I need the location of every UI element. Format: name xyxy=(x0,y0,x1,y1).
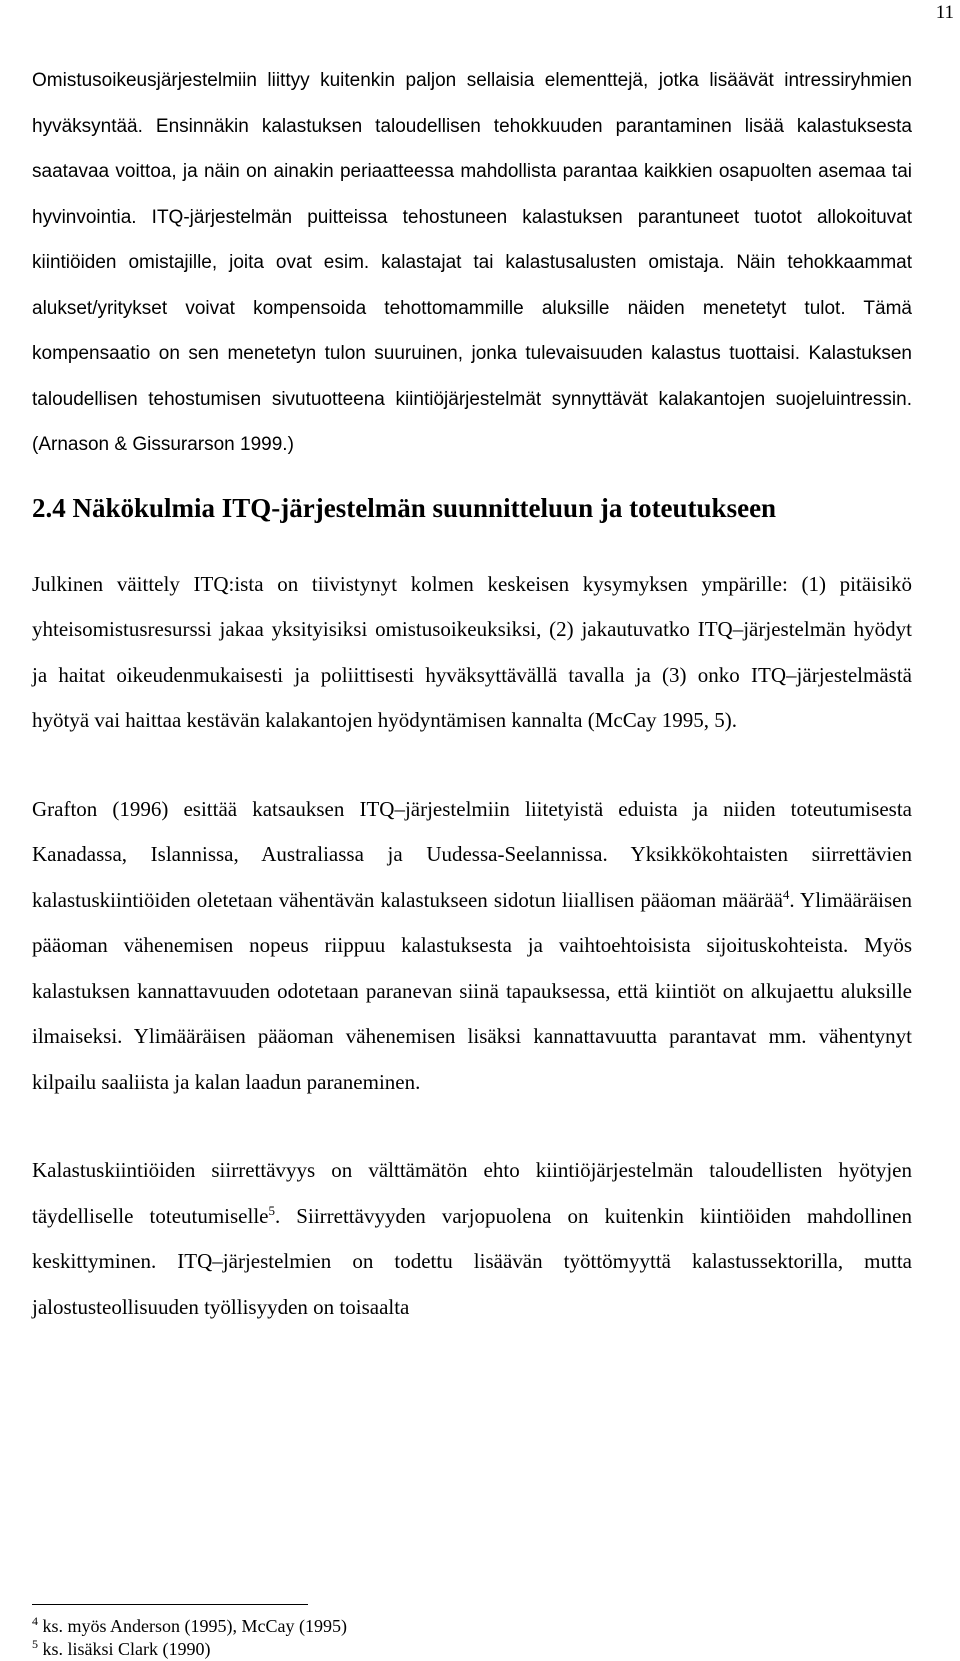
footnote-number: 5 xyxy=(32,1637,38,1651)
page-number: 11 xyxy=(935,2,954,23)
paragraph-text: . Ylimääräisen pääoman vähenemisen nopeus riippuu kalastuksesta ja vaihtoehtoisista sijoituskohteista. Myös kalastuksen kannattavuuden odotetaan paranevan siinä tapauksessa, että kiintiöt on alkujaettu aluksille ilmaiseksi. Ylimääräisen pääoman vähenemisen lisäksi kannattavuutta parantavat mm. vähentynyt kilpailu saaliista ja kalan laadun paraneminen. xyxy=(32,887,912,1094)
footnote-text: ks. lisäksi Clark (1990) xyxy=(38,1639,211,1659)
paragraph-text: Kalastuskiintiöiden siirrettävyys on välttämätön ehto kiintiöjärjestelmän taloudellisten hyötyjen täydelliselle toteutumiselle xyxy=(32,1158,912,1228)
paragraph-grafton-review xyxy=(32,787,912,1106)
footnote-5 xyxy=(32,1638,912,1661)
footnote-reference-5[interactable]: 5 xyxy=(268,1202,275,1218)
paragraph-text: Grafton (1996) esittää katsauksen ITQ–järjestelmiin liitetyistä eduista ja niiden toteutumisesta Kanadassa, Islannissa, Australiassa ja Uudessa-Seelannissa. Yksikkökohtaisten siirrettävien kalastuskiintiöiden oletetaan vähentävän kalastukseen sidotun liiallisen pääoman määrää xyxy=(32,796,912,912)
section-heading: 2.4 Näkökulmia ITQ-järjestelmän suunnitteluun ja toteutukseen xyxy=(32,492,777,523)
footnotes xyxy=(32,1604,912,1661)
footnote-text: ks. myös Anderson (1995), McCay (1995) xyxy=(38,1616,347,1636)
footnote-number: 4 xyxy=(32,1614,38,1628)
paragraph-public-debate: Julkinen väittely ITQ:ista on tiivistynyt kolmen keskeisen kysymyksen ympärille: (1) pitäisikö yhteisomistusresurssi jakaa yksityisiksi omistusoikeuksiksi, (2) jakautuvatko ITQ–järjestelmän hyödyt ja haitat oikeudenmukaisesti ja poliittisesti hyväksyttävällä tavalla ja (3) onko ITQ–järjestelmästä hyötyä vai haittaa kestävän kalakantojen hyödyntämisen kannalta (McCay 1995, 5). xyxy=(32,571,912,732)
paragraph-transferability xyxy=(32,1148,912,1330)
paragraph-ownership-systems: Omistusoikeusjärjestelmiin liittyy kuitenkin paljon sellaisia elementtejä, jotka lisäävät intressiryhmien hyväksyntää. Ensinnäkin kalastuksen taloudellisen tehokkuuden parantaminen lisää kalastuksesta saatavaa voittoa, ja näin on ainakin periaatteessa mahdollista parantaa kaikkien osapuolten asemaa tai hyvinvointia. ITQ-järjestelmän puitteissa tehostuneen kalastuksen parantuneet tuotot allokoituvat kiintiöiden omistajille, joita ovat esim. kalastajat tai kalastusalusten omistaja. Näin tehokkaammat alukset/yritykset voivat kompensoida tehottomammille aluksille näiden menetetyt tulot. Tämä kompensaatio on sen menetetyn tulon suuruinen, jonka tulevaisuuden kalastus tuottaisi. Kalastuksen taloudellisen tehostumisen sivutuotteena kiintiöjärjestelmät synnyttävät kalakantojen suojeluintressin. (Arnason & Gissurarson 1999.) xyxy=(32,70,912,455)
document-body xyxy=(32,58,912,1330)
footnote-4 xyxy=(32,1615,912,1638)
footnote-divider xyxy=(32,1604,308,1605)
footnote-reference-4[interactable]: 4 xyxy=(782,886,790,902)
paragraph-text: . Siirrettävyyden varjopuolena on kuitenkin kiintiöiden mahdollinen keskittyminen. ITQ–järjestelmien on todettu lisäävän työttömyyttä kalastussektorilla, mutta jalostusteollisuuden työllisyyden on toisaalta xyxy=(32,1203,912,1319)
